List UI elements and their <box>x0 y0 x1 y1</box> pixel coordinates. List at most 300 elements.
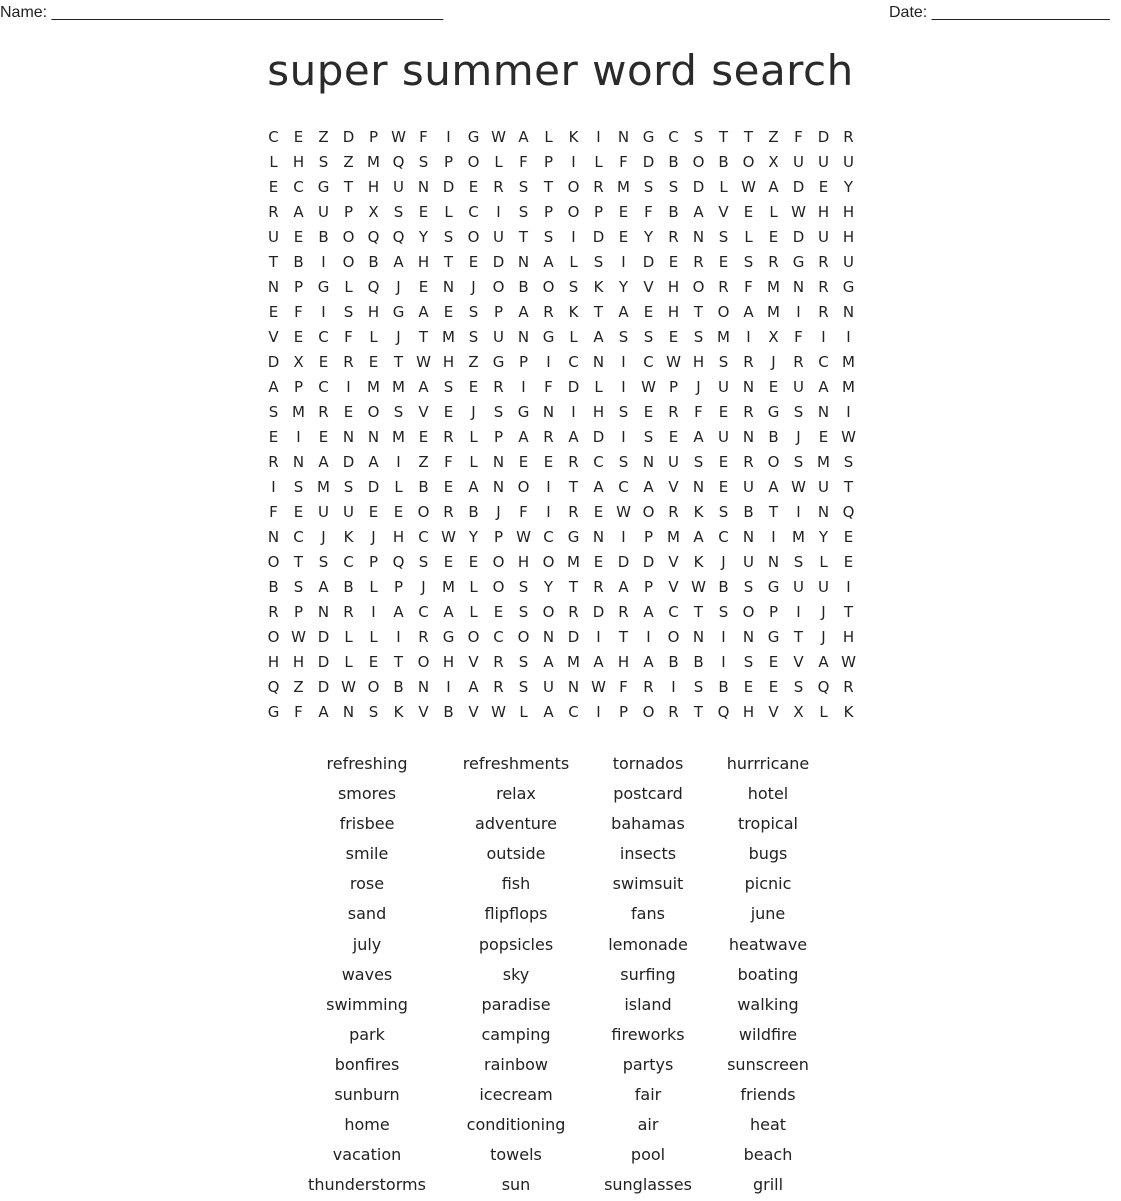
word-list-item: relax <box>496 784 536 804</box>
word-list-item: bonfires <box>334 1054 400 1074</box>
grid-letter: E <box>768 378 779 396</box>
grid-letter: N <box>742 628 755 646</box>
grid-letter: A <box>543 253 554 271</box>
grid-letter: R <box>843 678 854 696</box>
grid-letter: G <box>467 128 480 146</box>
word-list-item: insects <box>619 844 677 864</box>
grid-letter: A <box>568 428 579 446</box>
grid-letter: K <box>568 128 579 146</box>
grid-letter: P <box>668 378 679 396</box>
grid-letter: D <box>792 178 805 196</box>
grid-letter: O <box>692 278 705 296</box>
grid-letter: D <box>342 453 355 471</box>
grid-letter: H <box>617 653 630 671</box>
grid-letter: I <box>571 228 576 246</box>
grid-letter: N <box>542 403 555 421</box>
grid-letter: O <box>517 478 530 496</box>
grid-letter: F <box>544 378 553 396</box>
grid-letter: R <box>693 253 704 271</box>
grid-letter: H <box>442 653 455 671</box>
grid-letter: J <box>821 628 826 646</box>
grid-letter: Y <box>468 528 479 546</box>
grid-letter: T <box>693 703 704 721</box>
grid-letter: E <box>443 553 454 571</box>
grid-letter: K <box>393 703 404 721</box>
grid-row <box>261 201 861 226</box>
word-list-item: beach <box>743 1145 793 1165</box>
grid-letter: Q <box>717 703 730 721</box>
grid-letter: M <box>367 153 380 171</box>
grid-letter: H <box>742 703 755 721</box>
grid-letter: G <box>767 628 780 646</box>
grid-letter: I <box>496 203 501 221</box>
grid-letter: N <box>417 178 430 196</box>
word-list-item: rose <box>349 874 385 894</box>
grid-letter: S <box>518 178 529 196</box>
grid-letter: G <box>492 353 505 371</box>
grid-letter: O <box>517 628 530 646</box>
grid-letter: R <box>343 353 354 371</box>
grid-letter: E <box>843 553 854 571</box>
grid-letter: R <box>343 603 354 621</box>
grid-letter: W <box>516 528 531 546</box>
word-list-item: tropical <box>738 814 798 834</box>
grid-letter: U <box>668 453 679 471</box>
grid-letter: E <box>468 178 479 196</box>
grid-letter: V <box>668 578 679 596</box>
grid-letter: F <box>344 328 353 346</box>
grid-letter: F <box>519 153 528 171</box>
grid-letter: O <box>717 303 730 321</box>
grid-letter: M <box>817 453 830 471</box>
grid-letter: N <box>342 428 355 446</box>
grid-letter: W <box>641 378 656 396</box>
grid-letter: E <box>268 428 279 446</box>
grid-letter: D <box>442 178 455 196</box>
grid-letter: L <box>469 578 478 596</box>
grid-letter: H <box>842 628 855 646</box>
grid-letter: R <box>768 253 779 271</box>
word-list-item: towels <box>490 1145 542 1165</box>
grid-letter: W <box>791 203 806 221</box>
grid-letter: O <box>642 503 655 521</box>
grid-letter: E <box>668 428 679 446</box>
word-list-item: walking <box>737 994 799 1014</box>
word-list-item: postcard <box>613 784 683 804</box>
word-list-item: fair <box>634 1085 662 1105</box>
grid-letter: T <box>543 178 554 196</box>
grid-letter: T <box>618 628 629 646</box>
grid-letter: V <box>768 703 779 721</box>
grid-letter: Z <box>768 128 779 146</box>
grid-letter: A <box>418 378 429 396</box>
grid-letter: S <box>793 553 804 571</box>
grid-letter: C <box>543 528 554 546</box>
grid-letter: M <box>717 328 730 346</box>
grid-letter: J <box>771 353 776 371</box>
grid-letter: N <box>517 253 530 271</box>
grid-letter: L <box>569 328 578 346</box>
grid-letter: J <box>396 328 401 346</box>
grid-letter: T <box>693 603 704 621</box>
grid-letter: N <box>817 403 830 421</box>
grid-letter: N <box>267 528 280 546</box>
grid-letter: R <box>668 703 679 721</box>
grid-letter: N <box>267 278 280 296</box>
word-list-item: heat <box>749 1115 787 1135</box>
grid-letter: A <box>518 303 529 321</box>
grid-letter: S <box>693 328 704 346</box>
word-list-item: tornados <box>612 754 684 773</box>
grid-letter: W <box>841 428 856 446</box>
grid-letter: B <box>718 578 729 596</box>
grid-letter: A <box>618 578 629 596</box>
grid-letter: L <box>269 153 278 171</box>
grid-letter: H <box>517 553 530 571</box>
grid-letter: A <box>268 378 279 396</box>
grid-letter: L <box>344 628 353 646</box>
grid-letter: J <box>321 528 326 546</box>
grid-letter: I <box>446 128 451 146</box>
grid-letter: N <box>492 478 505 496</box>
word-column <box>706 750 830 1201</box>
grid-letter: S <box>343 478 354 496</box>
grid-letter: C <box>668 128 679 146</box>
grid-row <box>261 601 861 626</box>
grid-letter: O <box>417 503 430 521</box>
grid-letter: I <box>596 628 601 646</box>
grid-letter: H <box>267 653 280 671</box>
grid-letter: W <box>416 353 431 371</box>
grid-letter: M <box>317 478 330 496</box>
grid-letter: N <box>742 528 755 546</box>
grid-letter: S <box>843 453 854 471</box>
grid-letter: M <box>842 353 855 371</box>
grid-letter: I <box>546 478 551 496</box>
grid-row <box>261 451 861 476</box>
word-list-item: june <box>750 904 786 924</box>
grid-letter: F <box>794 128 803 146</box>
word-list-item: popsicles <box>478 934 554 954</box>
grid-letter: I <box>346 378 351 396</box>
grid-row <box>261 526 861 551</box>
grid-letter: E <box>668 328 679 346</box>
grid-letter: W <box>791 478 806 496</box>
grid-letter: T <box>693 303 704 321</box>
grid-letter: A <box>318 453 329 471</box>
grid-letter: O <box>567 203 580 221</box>
grid-letter: S <box>618 403 629 421</box>
grid-letter: G <box>517 403 530 421</box>
grid-letter: O <box>567 178 580 196</box>
grid-letter: Q <box>392 228 405 246</box>
grid-letter: I <box>621 428 626 446</box>
grid-letter: E <box>543 453 554 471</box>
grid-letter: D <box>567 628 580 646</box>
grid-letter: M <box>442 578 455 596</box>
grid-letter: A <box>543 703 554 721</box>
grid-letter: Q <box>392 153 405 171</box>
grid-letter: H <box>842 203 855 221</box>
grid-letter: U <box>843 253 854 271</box>
grid-letter: R <box>818 278 829 296</box>
grid-letter: U <box>743 553 754 571</box>
grid-letter: C <box>418 603 429 621</box>
grid-letter: X <box>768 153 779 171</box>
grid-letter: U <box>818 153 829 171</box>
grid-letter: A <box>743 303 754 321</box>
grid-letter: F <box>269 503 278 521</box>
grid-letter: E <box>718 253 729 271</box>
grid-letter: Z <box>468 353 479 371</box>
grid-letter: S <box>718 503 729 521</box>
grid-letter: S <box>743 253 754 271</box>
grid-letter: I <box>721 653 726 671</box>
grid-letter: K <box>568 303 579 321</box>
grid-letter: C <box>568 703 579 721</box>
grid-row <box>261 376 861 401</box>
grid-letter: B <box>318 228 329 246</box>
grid-letter: N <box>517 328 530 346</box>
grid-letter: A <box>693 528 704 546</box>
grid-letter: P <box>518 353 529 371</box>
grid-letter: C <box>718 528 729 546</box>
grid-letter: L <box>594 378 603 396</box>
grid-letter: F <box>294 303 303 321</box>
grid-letter: A <box>468 478 479 496</box>
grid-letter: R <box>568 453 579 471</box>
word-list-item: refreshing <box>326 754 408 773</box>
grid-letter: E <box>368 353 379 371</box>
grid-letter: F <box>794 328 803 346</box>
grid-letter: V <box>793 653 804 671</box>
grid-letter: E <box>768 678 779 696</box>
grid-letter: M <box>667 528 680 546</box>
grid-letter: N <box>792 278 805 296</box>
grid-letter: A <box>518 128 529 146</box>
grid-letter: D <box>267 353 280 371</box>
grid-letter: S <box>693 453 704 471</box>
grid-letter: B <box>468 503 479 521</box>
grid-letter: I <box>846 403 851 421</box>
grid-row <box>261 326 861 351</box>
grid-letter: K <box>843 703 854 721</box>
grid-letter: N <box>442 278 455 296</box>
grid-letter: T <box>518 228 529 246</box>
grid-letter: S <box>468 303 479 321</box>
grid-letter: S <box>293 578 304 596</box>
grid-letter: U <box>718 378 729 396</box>
grid-letter: E <box>293 128 304 146</box>
grid-letter: W <box>341 678 356 696</box>
grid-letter: I <box>271 478 276 496</box>
grid-letter: H <box>592 403 605 421</box>
grid-letter: U <box>718 428 729 446</box>
word-list-item: adventure <box>475 814 557 834</box>
grid-letter: H <box>367 303 380 321</box>
grid-letter: E <box>368 503 379 521</box>
grid-letter: T <box>293 553 304 571</box>
grid-letter: X <box>293 353 304 371</box>
grid-letter: V <box>418 703 429 721</box>
word-list-item: vacation <box>332 1145 402 1165</box>
grid-letter: R <box>618 603 629 621</box>
grid-letter: G <box>842 278 855 296</box>
grid-letter: S <box>718 603 729 621</box>
grid-letter: R <box>493 178 504 196</box>
grid-letter: L <box>769 203 778 221</box>
grid-letter: S <box>668 178 679 196</box>
grid-row <box>261 626 861 651</box>
grid-letter: D <box>617 553 630 571</box>
grid-letter: E <box>293 328 304 346</box>
grid-row <box>261 276 861 301</box>
grid-letter: T <box>793 628 804 646</box>
grid-letter: K <box>693 503 704 521</box>
grid-letter: H <box>842 228 855 246</box>
grid-letter: M <box>392 378 405 396</box>
grid-letter: I <box>396 453 401 471</box>
grid-letter: V <box>268 328 279 346</box>
grid-letter: N <box>417 678 430 696</box>
word-list-item: sky <box>502 964 530 984</box>
grid-letter: I <box>321 253 326 271</box>
grid-letter: C <box>293 178 304 196</box>
grid-letter: S <box>418 153 429 171</box>
word-list-item: friends <box>740 1085 796 1105</box>
name-field[interactable]: Name: ____________________________________________ <box>0 4 444 21</box>
grid-letter: C <box>268 128 279 146</box>
grid-letter: I <box>846 578 851 596</box>
grid-letter: O <box>342 228 355 246</box>
grid-letter: B <box>518 278 529 296</box>
word-list-item: pool <box>630 1145 666 1165</box>
grid-letter: A <box>443 603 454 621</box>
grid-letter: S <box>718 353 729 371</box>
grid-letter: U <box>393 178 404 196</box>
grid-letter: R <box>818 303 829 321</box>
grid-letter: K <box>343 528 354 546</box>
grid-letter: N <box>692 478 705 496</box>
grid-letter: S <box>343 303 354 321</box>
grid-letter: M <box>292 403 305 421</box>
grid-row <box>261 476 861 501</box>
grid-row <box>261 251 861 276</box>
grid-letter: W <box>441 528 456 546</box>
word-column <box>442 750 590 1201</box>
grid-letter: S <box>793 453 804 471</box>
grid-letter: S <box>418 553 429 571</box>
grid-letter: J <box>696 378 701 396</box>
grid-letter: E <box>343 403 354 421</box>
grid-letter: L <box>594 153 603 171</box>
grid-letter: C <box>318 328 329 346</box>
grid-letter: T <box>843 603 854 621</box>
grid-letter: Q <box>842 503 855 521</box>
grid-letter: U <box>818 578 829 596</box>
grid-row <box>261 126 861 151</box>
grid-letter: O <box>767 453 780 471</box>
grid-letter: B <box>668 153 679 171</box>
grid-letter: L <box>469 428 478 446</box>
grid-letter: R <box>568 503 579 521</box>
grid-letter: P <box>393 578 404 596</box>
grid-letter: A <box>593 478 604 496</box>
word-list-item: thunderstorms <box>308 1175 426 1195</box>
grid-row <box>261 301 861 326</box>
grid-letter: C <box>568 353 579 371</box>
grid-letter: S <box>318 553 329 571</box>
grid-letter: E <box>843 528 854 546</box>
grid-letter: C <box>668 603 679 621</box>
grid-letter: T <box>568 578 579 596</box>
grid-letter: R <box>643 678 654 696</box>
grid-letter: B <box>718 678 729 696</box>
grid-letter: E <box>418 428 429 446</box>
grid-letter: E <box>468 378 479 396</box>
grid-letter: N <box>692 228 705 246</box>
word-list-item: camping <box>481 1024 551 1044</box>
grid-letter: E <box>718 453 729 471</box>
grid-letter: A <box>318 578 329 596</box>
grid-letter: J <box>821 603 826 621</box>
grid-letter: S <box>793 678 804 696</box>
date-field[interactable]: Date: ____________________ <box>889 4 1110 21</box>
grid-letter: D <box>592 428 605 446</box>
grid-letter: P <box>368 553 379 571</box>
grid-letter: P <box>493 428 504 446</box>
word-list-item: swimming <box>326 994 408 1014</box>
grid-letter: N <box>292 453 305 471</box>
grid-letter: S <box>643 328 654 346</box>
grid-letter: I <box>596 128 601 146</box>
grid-letter: U <box>743 478 754 496</box>
grid-letter: I <box>796 303 801 321</box>
grid-letter: T <box>593 303 604 321</box>
grid-letter: I <box>596 703 601 721</box>
grid-letter: A <box>418 303 429 321</box>
grid-letter: S <box>618 328 629 346</box>
grid-letter: V <box>468 653 479 671</box>
word-list-item: frisbee <box>339 814 395 834</box>
grid-letter: E <box>743 678 754 696</box>
grid-letter: O <box>642 703 655 721</box>
grid-letter: R <box>743 453 754 471</box>
grid-letter: C <box>293 528 304 546</box>
grid-letter: B <box>693 653 704 671</box>
grid-letter: L <box>394 478 403 496</box>
grid-letter: S <box>468 328 479 346</box>
grid-letter: E <box>643 403 654 421</box>
grid-letter: E <box>418 203 429 221</box>
grid-letter: E <box>618 228 629 246</box>
grid-row <box>261 401 861 426</box>
grid-letter: L <box>444 203 453 221</box>
grid-letter: H <box>417 253 430 271</box>
grid-letter: E <box>293 228 304 246</box>
grid-letter: J <box>496 503 501 521</box>
word-list-item: swimsuit <box>612 874 684 894</box>
grid-letter: C <box>318 378 329 396</box>
grid-letter: I <box>721 628 726 646</box>
word-list-item: heatwave <box>728 934 808 954</box>
grid-letter: V <box>468 703 479 721</box>
grid-letter: I <box>771 528 776 546</box>
grid-letter: L <box>344 278 353 296</box>
grid-letter: R <box>443 503 454 521</box>
grid-letter: P <box>293 378 304 396</box>
grid-letter: I <box>821 328 826 346</box>
